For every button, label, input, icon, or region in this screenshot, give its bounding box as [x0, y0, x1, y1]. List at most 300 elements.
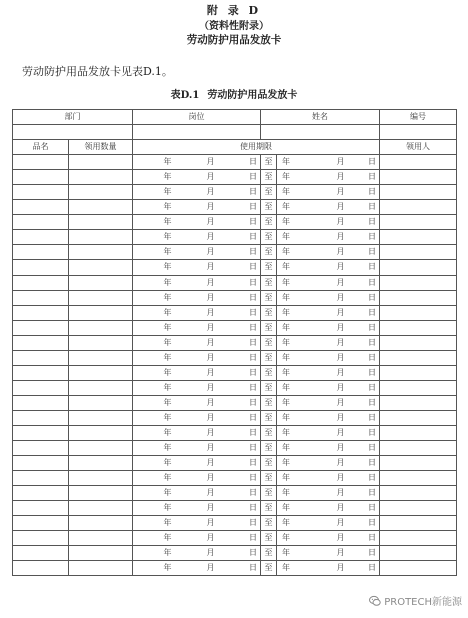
- table-row: [13, 365, 457, 380]
- to-label: 至: [261, 260, 277, 275]
- qty-cell[interactable]: [69, 200, 133, 215]
- to-label: 至: [261, 395, 277, 410]
- table-row: [13, 200, 457, 215]
- qty-header: 领用数量: [69, 140, 133, 155]
- item-cell[interactable]: [13, 275, 69, 290]
- end-month-label: 月: [304, 410, 348, 425]
- qty-cell[interactable]: [69, 380, 133, 395]
- start-day-label: 日: [218, 200, 261, 215]
- qty-cell[interactable]: [69, 170, 133, 185]
- item-cell[interactable]: [13, 155, 69, 170]
- qty-cell[interactable]: [69, 320, 133, 335]
- end-year-label: 年: [277, 441, 304, 456]
- start-day-label: 日: [218, 456, 261, 471]
- end-day-label: 日: [348, 395, 380, 410]
- table-row: [13, 456, 457, 471]
- end-year-label: 年: [277, 320, 304, 335]
- to-label: 至: [261, 441, 277, 456]
- receiver-cell[interactable]: [380, 410, 457, 425]
- to-label: 至: [261, 425, 277, 440]
- start-day-label: 日: [218, 320, 261, 335]
- start-month-label: 月: [175, 260, 218, 275]
- end-day-label: 日: [348, 200, 380, 215]
- item-cell[interactable]: [13, 561, 69, 576]
- item-cell[interactable]: [13, 260, 69, 275]
- end-month-label: 月: [304, 365, 348, 380]
- qty-cell[interactable]: [69, 305, 133, 320]
- start-day-label: 日: [218, 365, 261, 380]
- table-row: [13, 486, 457, 501]
- start-month-label: 月: [175, 305, 218, 320]
- end-day-label: 日: [348, 290, 380, 305]
- start-month-label: 月: [175, 425, 218, 440]
- start-day-label: 日: [218, 215, 261, 230]
- qty-cell[interactable]: [69, 155, 133, 170]
- start-day-label: 日: [218, 561, 261, 576]
- start-month-label: 月: [175, 155, 218, 170]
- end-year-label: 年: [277, 546, 304, 561]
- start-month-label: 月: [175, 380, 218, 395]
- to-label: 至: [261, 561, 277, 576]
- start-year-label: 年: [133, 471, 175, 486]
- table-row: [13, 425, 457, 440]
- to-label: 至: [261, 486, 277, 501]
- start-year-label: 年: [133, 290, 175, 305]
- start-day-label: 日: [218, 471, 261, 486]
- receiver-cell[interactable]: [380, 215, 457, 230]
- receiver-header: 领用人: [380, 140, 457, 155]
- table-caption-number: 表D.1: [170, 90, 200, 101]
- start-month-label: 月: [175, 230, 218, 245]
- end-year-label: 年: [277, 260, 304, 275]
- start-day-label: 日: [218, 516, 261, 531]
- receiver-cell[interactable]: [380, 275, 457, 290]
- end-year-label: 年: [277, 200, 304, 215]
- table-row: [13, 320, 457, 335]
- qty-cell[interactable]: [69, 350, 133, 365]
- start-year-label: 年: [133, 155, 175, 170]
- to-label: 至: [261, 245, 277, 260]
- item-cell[interactable]: [13, 245, 69, 260]
- qty-cell[interactable]: [69, 546, 133, 561]
- receiver-cell[interactable]: [380, 170, 457, 185]
- receiver-cell[interactable]: [380, 290, 457, 305]
- end-month-label: 月: [304, 441, 348, 456]
- start-year-label: 年: [133, 200, 175, 215]
- name-header: 姓名: [261, 110, 380, 125]
- end-day-label: 日: [348, 305, 380, 320]
- qty-cell[interactable]: [69, 260, 133, 275]
- receiver-cell[interactable]: [380, 561, 457, 576]
- table-row: [13, 546, 457, 561]
- receiver-cell[interactable]: [380, 320, 457, 335]
- table-row: [13, 185, 457, 200]
- start-year-label: 年: [133, 335, 175, 350]
- end-year-label: 年: [277, 245, 304, 260]
- code-value[interactable]: [380, 125, 457, 140]
- end-day-label: 日: [348, 471, 380, 486]
- end-day-label: 日: [348, 350, 380, 365]
- table-row: [13, 290, 457, 305]
- end-month-label: 月: [304, 320, 348, 335]
- qty-cell[interactable]: [69, 290, 133, 305]
- qty-cell[interactable]: [69, 395, 133, 410]
- start-year-label: 年: [133, 486, 175, 501]
- receiver-cell[interactable]: [380, 531, 457, 546]
- to-label: 至: [261, 335, 277, 350]
- start-month-label: 月: [175, 245, 218, 260]
- receiver-cell[interactable]: [380, 395, 457, 410]
- receiver-cell[interactable]: [380, 245, 457, 260]
- end-year-label: 年: [277, 305, 304, 320]
- qty-cell[interactable]: [69, 365, 133, 380]
- start-year-label: 年: [133, 245, 175, 260]
- qty-cell[interactable]: [69, 410, 133, 425]
- receiver-cell[interactable]: [380, 335, 457, 350]
- end-month-label: 月: [304, 200, 348, 215]
- start-month-label: 月: [175, 486, 218, 501]
- start-year-label: 年: [133, 531, 175, 546]
- item-cell[interactable]: [13, 230, 69, 245]
- end-day-label: 日: [348, 425, 380, 440]
- start-day-label: 日: [218, 410, 261, 425]
- dept-value[interactable]: [13, 125, 133, 140]
- end-month-label: 月: [304, 516, 348, 531]
- name-value[interactable]: [261, 125, 380, 140]
- to-label: 至: [261, 320, 277, 335]
- table-row: [13, 471, 457, 486]
- qty-cell[interactable]: [69, 275, 133, 290]
- to-label: 至: [261, 185, 277, 200]
- end-day-label: 日: [348, 365, 380, 380]
- start-day-label: 日: [218, 546, 261, 561]
- end-year-label: 年: [277, 561, 304, 576]
- to-label: 至: [261, 471, 277, 486]
- item-cell[interactable]: [13, 395, 69, 410]
- end-month-label: 月: [304, 275, 348, 290]
- end-month-label: 月: [304, 215, 348, 230]
- end-day-label: 日: [348, 410, 380, 425]
- receiver-cell[interactable]: [380, 200, 457, 215]
- item-cell[interactable]: [13, 456, 69, 471]
- start-year-label: 年: [133, 320, 175, 335]
- start-year-label: 年: [133, 230, 175, 245]
- end-month-label: 月: [304, 230, 348, 245]
- start-month-label: 月: [175, 471, 218, 486]
- start-day-label: 日: [218, 501, 261, 516]
- to-label: 至: [261, 501, 277, 516]
- qty-cell[interactable]: [69, 230, 133, 245]
- end-year-label: 年: [277, 335, 304, 350]
- item-cell[interactable]: [13, 546, 69, 561]
- end-year-label: 年: [277, 410, 304, 425]
- receiver-cell[interactable]: [380, 456, 457, 471]
- table-row: [13, 170, 457, 185]
- header-row-1: [13, 110, 457, 125]
- start-month-label: 月: [175, 410, 218, 425]
- end-day-label: 日: [348, 441, 380, 456]
- item-cell[interactable]: [13, 320, 69, 335]
- end-day-label: 日: [348, 275, 380, 290]
- start-day-label: 日: [218, 531, 261, 546]
- item-header: 品名: [13, 140, 69, 155]
- end-day-label: 日: [348, 185, 380, 200]
- item-cell[interactable]: [13, 215, 69, 230]
- end-month-label: 月: [304, 185, 348, 200]
- start-month-label: 月: [175, 170, 218, 185]
- start-day-label: 日: [218, 155, 261, 170]
- end-year-label: 年: [277, 456, 304, 471]
- to-label: 至: [261, 275, 277, 290]
- period-header: 使用期限: [133, 140, 380, 155]
- item-cell[interactable]: [13, 365, 69, 380]
- end-year-label: 年: [277, 215, 304, 230]
- wechat-icon: [369, 595, 381, 607]
- to-label: 至: [261, 215, 277, 230]
- end-day-label: 日: [348, 335, 380, 350]
- receiver-cell[interactable]: [380, 260, 457, 275]
- item-cell[interactable]: [13, 305, 69, 320]
- end-year-label: 年: [277, 501, 304, 516]
- table-row: [13, 441, 457, 456]
- qty-cell[interactable]: [69, 501, 133, 516]
- qty-cell[interactable]: [69, 335, 133, 350]
- item-cell[interactable]: [13, 516, 69, 531]
- item-cell[interactable]: [13, 471, 69, 486]
- end-day-label: 日: [348, 245, 380, 260]
- start-year-label: 年: [133, 456, 175, 471]
- end-month-label: 月: [304, 245, 348, 260]
- start-day-label: 日: [218, 395, 261, 410]
- end-day-label: 日: [348, 260, 380, 275]
- table-row: [13, 501, 457, 516]
- receiver-cell[interactable]: [380, 365, 457, 380]
- end-day-label: 日: [348, 215, 380, 230]
- start-year-label: 年: [133, 350, 175, 365]
- end-month-label: 月: [304, 546, 348, 561]
- end-day-label: 日: [348, 170, 380, 185]
- start-month-label: 月: [175, 365, 218, 380]
- start-day-label: 日: [218, 335, 261, 350]
- intro-paragraph: 劳动防护用品发放卡见表D.1。: [22, 65, 173, 78]
- qty-cell[interactable]: [69, 471, 133, 486]
- end-year-label: 年: [277, 275, 304, 290]
- to-label: 至: [261, 230, 277, 245]
- receiver-cell[interactable]: [380, 441, 457, 456]
- to-label: 至: [261, 200, 277, 215]
- start-month-label: 月: [175, 185, 218, 200]
- start-day-label: 日: [218, 275, 261, 290]
- end-year-label: 年: [277, 516, 304, 531]
- start-month-label: 月: [175, 200, 218, 215]
- end-year-label: 年: [277, 170, 304, 185]
- item-cell[interactable]: [13, 185, 69, 200]
- qty-cell[interactable]: [69, 425, 133, 440]
- watermark-text: PROTECH新能源: [384, 597, 462, 608]
- end-day-label: 日: [348, 380, 380, 395]
- table-row: [13, 215, 457, 230]
- table-row: [13, 516, 457, 531]
- table-row: [13, 380, 457, 395]
- start-year-label: 年: [133, 275, 175, 290]
- table-row: [13, 531, 457, 546]
- issue-card-table: [12, 109, 457, 576]
- item-cell[interactable]: [13, 501, 69, 516]
- table-row: [13, 305, 457, 320]
- end-day-label: 日: [348, 531, 380, 546]
- qty-cell[interactable]: [69, 561, 133, 576]
- end-month-label: 月: [304, 531, 348, 546]
- receiver-cell[interactable]: [380, 516, 457, 531]
- receiver-cell[interactable]: [380, 471, 457, 486]
- item-cell[interactable]: [13, 441, 69, 456]
- receiver-cell[interactable]: [380, 486, 457, 501]
- receiver-cell[interactable]: [380, 380, 457, 395]
- end-month-label: 月: [304, 561, 348, 576]
- appendix-heading: 附 录 D: [206, 4, 262, 17]
- end-year-label: 年: [277, 531, 304, 546]
- start-year-label: 年: [133, 305, 175, 320]
- item-cell[interactable]: [13, 486, 69, 501]
- end-month-label: 月: [304, 290, 348, 305]
- to-label: 至: [261, 290, 277, 305]
- table-row: [13, 230, 457, 245]
- start-year-label: 年: [133, 501, 175, 516]
- start-year-label: 年: [133, 561, 175, 576]
- qty-cell[interactable]: [69, 531, 133, 546]
- end-year-label: 年: [277, 230, 304, 245]
- end-day-label: 日: [348, 230, 380, 245]
- to-label: 至: [261, 531, 277, 546]
- end-year-label: 年: [277, 486, 304, 501]
- start-day-label: 日: [218, 350, 261, 365]
- qty-cell[interactable]: [69, 215, 133, 230]
- end-year-label: 年: [277, 395, 304, 410]
- to-label: 至: [261, 350, 277, 365]
- item-cell[interactable]: [13, 335, 69, 350]
- start-year-label: 年: [133, 170, 175, 185]
- header-row-2: [13, 140, 457, 155]
- qty-cell[interactable]: [69, 441, 133, 456]
- end-month-label: 月: [304, 170, 348, 185]
- start-day-label: 日: [218, 290, 261, 305]
- start-year-label: 年: [133, 365, 175, 380]
- item-cell[interactable]: [13, 425, 69, 440]
- end-day-label: 日: [348, 501, 380, 516]
- qty-cell[interactable]: [69, 185, 133, 200]
- item-cell[interactable]: [13, 380, 69, 395]
- receiver-cell[interactable]: [380, 185, 457, 200]
- to-label: 至: [261, 410, 277, 425]
- receiver-cell[interactable]: [380, 230, 457, 245]
- start-month-label: 月: [175, 501, 218, 516]
- dept-header: 部门: [13, 110, 133, 125]
- end-month-label: 月: [304, 471, 348, 486]
- start-year-label: 年: [133, 425, 175, 440]
- item-cell[interactable]: [13, 410, 69, 425]
- start-month-label: 月: [175, 561, 218, 576]
- table-row: [13, 350, 457, 365]
- to-label: 至: [261, 305, 277, 320]
- start-day-label: 日: [218, 425, 261, 440]
- receiver-cell[interactable]: [380, 425, 457, 440]
- start-day-label: 日: [218, 230, 261, 245]
- start-day-label: 日: [218, 305, 261, 320]
- post-value[interactable]: [133, 125, 261, 140]
- end-year-label: 年: [277, 380, 304, 395]
- start-month-label: 月: [175, 215, 218, 230]
- start-year-label: 年: [133, 441, 175, 456]
- table-row: [13, 410, 457, 425]
- table-row: [13, 245, 457, 260]
- end-year-label: 年: [277, 365, 304, 380]
- header-value-row: [13, 125, 457, 140]
- start-year-label: 年: [133, 546, 175, 561]
- end-month-label: 月: [304, 456, 348, 471]
- start-month-label: 月: [175, 395, 218, 410]
- start-year-label: 年: [133, 410, 175, 425]
- start-year-label: 年: [133, 380, 175, 395]
- qty-cell[interactable]: [69, 245, 133, 260]
- receiver-cell[interactable]: [380, 305, 457, 320]
- end-day-label: 日: [348, 546, 380, 561]
- item-cell[interactable]: [13, 531, 69, 546]
- qty-cell[interactable]: [69, 456, 133, 471]
- start-month-label: 月: [175, 516, 218, 531]
- item-cell[interactable]: [13, 290, 69, 305]
- end-year-label: 年: [277, 155, 304, 170]
- receiver-cell[interactable]: [380, 546, 457, 561]
- start-month-label: 月: [175, 546, 218, 561]
- item-cell[interactable]: [13, 170, 69, 185]
- end-day-label: 日: [348, 320, 380, 335]
- qty-cell[interactable]: [69, 486, 133, 501]
- end-day-label: 日: [348, 155, 380, 170]
- table-row: [13, 335, 457, 350]
- receiver-cell[interactable]: [380, 501, 457, 516]
- end-month-label: 月: [304, 155, 348, 170]
- to-label: 至: [261, 365, 277, 380]
- end-year-label: 年: [277, 350, 304, 365]
- end-month-label: 月: [304, 380, 348, 395]
- end-month-label: 月: [304, 395, 348, 410]
- start-day-label: 日: [218, 380, 261, 395]
- item-cell[interactable]: [13, 200, 69, 215]
- end-year-label: 年: [277, 290, 304, 305]
- table-caption: [0, 86, 468, 101]
- end-year-label: 年: [277, 185, 304, 200]
- end-month-label: 月: [304, 350, 348, 365]
- start-month-label: 月: [175, 320, 218, 335]
- end-day-label: 日: [348, 516, 380, 531]
- to-label: 至: [261, 516, 277, 531]
- qty-cell[interactable]: [69, 516, 133, 531]
- start-year-label: 年: [133, 260, 175, 275]
- end-month-label: 月: [304, 305, 348, 320]
- start-year-label: 年: [133, 185, 175, 200]
- end-year-label: 年: [277, 425, 304, 440]
- end-month-label: 月: [304, 486, 348, 501]
- start-day-label: 日: [218, 441, 261, 456]
- receiver-cell[interactable]: [380, 155, 457, 170]
- appendix-note: （资料性附录）: [199, 21, 269, 32]
- table-caption-title: 劳动防护用品发放卡: [207, 90, 298, 101]
- table-row: [13, 395, 457, 410]
- start-month-label: 月: [175, 456, 218, 471]
- receiver-cell[interactable]: [380, 350, 457, 365]
- item-cell[interactable]: [13, 350, 69, 365]
- appendix-title: 劳动防护用品发放卡: [186, 34, 282, 46]
